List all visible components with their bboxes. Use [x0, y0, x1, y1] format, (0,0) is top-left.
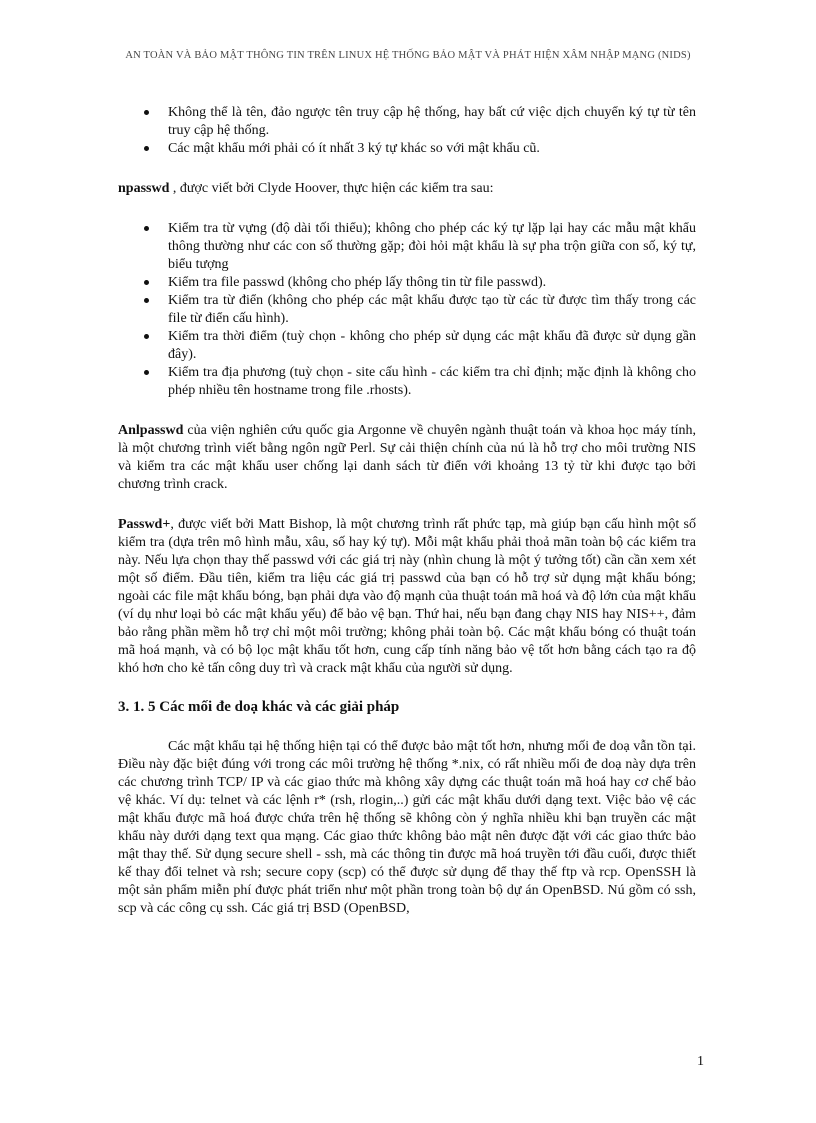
bullet-icon: [144, 370, 149, 375]
page-number: 1: [697, 1054, 704, 1069]
list-item-text: Kiểm tra thời điểm (tuỳ chọn - không cho phép sử dụng các mật khẩu đã được sử dụng gần đây).: [168, 329, 696, 362]
bullet-icon: [144, 280, 149, 285]
list-item: [118, 364, 696, 400]
npasswd-paragraph: [118, 180, 696, 198]
running-header: AN TOÀN VÀ BẢO MẬT THÔNG TIN TRÊN LINUX HỆ THỐNG BẢO MẬT VÀ PHÁT HIỆN XÂM NHẬP MẠNG (NIDS): [125, 50, 691, 61]
bullet-icon: [144, 226, 149, 231]
list-item-text: Các mật khẩu mới phải có ít nhất 3 ký tự khác so với mật khẩu cũ.: [168, 141, 540, 156]
bullet-icon: [144, 110, 149, 115]
list-item-text: Kiểm tra từ điển (không cho phép các mật khẩu được tạo từ các từ được tìm thấy trong các file từ điển cấu hình).: [168, 293, 696, 326]
list-item: [118, 220, 696, 274]
list-item-text: Kiểm tra địa phương (tuỳ chọn - site cấu hình - các kiểm tra chỉ định; mặc định là không cho phép nhiều tên hostname trong file .rhosts).: [168, 365, 696, 398]
list-item: [118, 292, 696, 328]
list-item: [118, 140, 696, 158]
list-item-text: Không thể là tên, đảo ngược tên truy cập hệ thống, hay bất cứ việc dịch chuyển ký tự từ tên truy cập hệ thống.: [168, 105, 696, 138]
passwdplus-paragraph: [118, 516, 696, 678]
npasswd-intro: , được viết bởi Clyde Hoover, thực hiện các kiểm tra sau:: [169, 181, 494, 196]
bullet-list-npasswd: [118, 220, 696, 400]
npasswd-name: npasswd: [118, 181, 170, 196]
list-item-text: Kiểm tra từ vựng (độ dài tối thiểu); không cho phép các ký tự lặp lại hay các mẫu mật khẩu thông thường như các con số thường gặp; đòi hỏi mật khẩu là sự pha trộn giữa con số, ký tự, biểu tượng: [168, 221, 696, 272]
anlpasswd-paragraph: [118, 422, 696, 494]
page-content: [118, 104, 696, 918]
section-heading: 3. 1. 5 Các mối đe doạ khác và các giải pháp: [118, 699, 400, 715]
bullet-icon: [144, 334, 149, 339]
passwdplus-text: , được viết bởi Matt Bishop, là một chương trình rất phức tạp, mà giúp bạn cấu hình một số kiểm tra (dựa trên mô hình mẫu, xâu, số hay ký tự). Mỗi mật khẩu phải thoả mãn toàn bộ các kiểm tra này. Nếu lựa chọn thay thế passwd với các giá trị này (nhìn chung là một ý tưởng tốt) cần cần xem xét một số điểm. Đầu tiên, kiểm tra liệu các giá trị passwd của bạn có hỗ trợ sử dụng mật khẩu bóng; ngoài các file mật khẩu bóng, bạn phải dựa vào độ mạnh của thuật toán mã hoá và độ lớn của mật khẩu (ví dụ như loại bỏ các mật khẩu yếu) để bảo vệ bạn. Thứ hai, nếu bạn đang chạy NIS hay NIS++, đảm bảo rằng phần mềm hỗ trợ chỉ một môi trường; không phải toàn bộ. Các mật khẩu bóng có thuật toán mã hoá mạnh, và có bộ lọc mật khẩu tốt hơn, cung cấp tính năng bảo vệ tốt hơn bằng cách tạo ra độ khó hơn cho kẻ tấn công duy trì và crack mật khẩu của người sử dụng.: [118, 517, 696, 676]
anlpasswd-name: Anlpasswd: [118, 423, 184, 438]
list-item-text: Kiểm tra file passwd (không cho phép lấy thông tin từ file passwd).: [168, 275, 547, 290]
bullet-list-top: [118, 104, 696, 158]
passwdplus-name: Passwd+: [118, 517, 171, 532]
anlpasswd-text: của viện nghiên cứu quốc gia Argonne về chuyên ngành thuật toán và khoa học máy tính, là một chương trình viết bằng ngôn ngữ Perl. Sự cải thiện chính của nú là hỗ trợ cho môi trường NIS và kiểm tra các mật khẩu user chống lại danh sách từ điển với khoảng 13 tỷ từ khi được tạo bởi chương trình crack.: [118, 423, 696, 492]
list-item: [118, 104, 696, 140]
bullet-icon: [144, 298, 149, 303]
section-paragraph: Các mật khẩu tại hệ thống hiện tại có thể được bảo mật tốt hơn, nhưng mối đe doạ vẫn tồn tại. Điều này đặc biệt đúng với trong các môi trường hệ thống *.nix, có rất nhiều mối đe doạ này dựa trên các chương trình TCP/ IP và các giao thức mà không xây dựng các thuật toán mã hoá hay cơ chế bảo vệ khác. Ví dụ: telnet và các lệnh r* (rsh, rlogin,..) gửi các mật khẩu dưới dạng text. Việc bảo vệ các mật khẩu được mã hoá được chứa trên hệ thống sẽ không còn ý nghĩa nhiều khi bạn truyền các mật khẩu này dưới dạng text qua mạng. Các giao thức không bảo mật nên được đặt với các giao thức bảo mật thay thế. Sử dụng secure shell - ssh, mà các thông tin được mã hoá truyền tới đầu cuối, được thiết kế thay đổi telnet và rsh; secure copy (scp) có thể được sử dụng để thay thế ftp và rcp. OpenSSH là một sản phẩm miễn phí được phát triển như một phần trong toàn bộ dự án OpenBSD. Nú gồm có ssh, scp và các công cụ ssh. Các giá trị BSD (OpenBSD,: [118, 739, 696, 916]
list-item: [118, 328, 696, 364]
bullet-icon: [144, 146, 149, 151]
list-item: [118, 274, 696, 292]
